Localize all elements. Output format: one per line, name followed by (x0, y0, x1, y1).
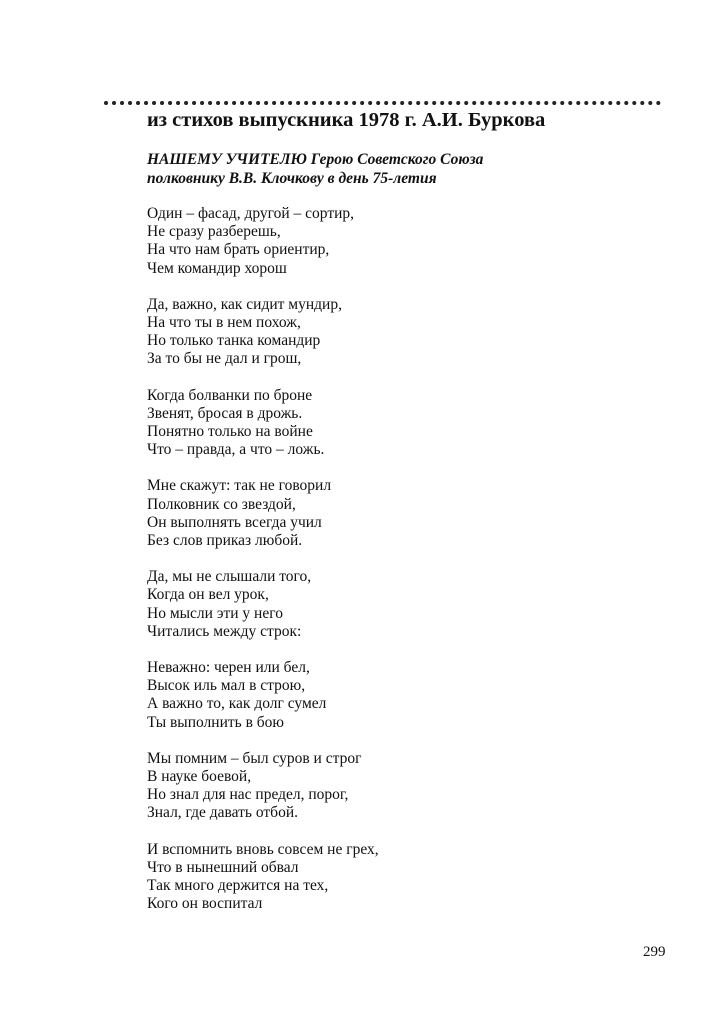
verse-line: Когда болванки по броне (147, 386, 313, 404)
verse-line: Он выполнять всегда учил (147, 513, 322, 531)
stanza (147, 205, 379, 278)
verse-line: На что ты в нем похож, (147, 314, 301, 332)
verse-line: За то бы не дал и грош, (147, 350, 302, 368)
section-heading: из стихов выпускника 1978 г. А.И. Буркова (147, 109, 546, 131)
verse-line: Знал, где давать отбой. (147, 804, 298, 822)
verse-line: Полковник со звездой, (147, 495, 296, 513)
verse-line: Кого он воспитал (147, 895, 263, 913)
verse-line: Когда он вел урок, (147, 586, 269, 604)
verse-line: Не сразу разберешь, (147, 223, 281, 241)
verse-line: Мы помним – был суров и строг (147, 749, 362, 767)
verse-line: Неважно: черен или бел, (147, 659, 310, 677)
stanza (147, 841, 379, 914)
verse-line: Что в нынешний обвал (147, 858, 299, 876)
verse-line: В науке боевой, (147, 768, 252, 786)
stanza (147, 568, 379, 641)
verse-line: Высок иль мал в строю, (147, 677, 306, 695)
verse-line: На что нам брать ориентир, (147, 241, 330, 259)
verse-line: А важно то, как долг сумел (147, 695, 327, 713)
verse-line: Один – фасад, другой – сортир, (147, 205, 355, 222)
stanza (147, 750, 379, 823)
verse-line: Чем командир хорош (147, 259, 287, 277)
verse-line: Но мысли эти у него (147, 604, 283, 622)
poem-body (147, 205, 379, 932)
dedication-line: полковнику В.В. Клочкову в день 75-летия (147, 170, 437, 187)
verse-line: Да, мы не слышали того, (147, 568, 312, 586)
stanza (147, 387, 379, 460)
stanza (147, 477, 379, 550)
dotted-separator (104, 101, 661, 105)
verse-line: Мне скажут: так не говорил (147, 477, 332, 495)
verse-line: Без слов приказ любой. (147, 532, 303, 550)
verse-line: Читались между строк: (147, 622, 302, 640)
dedication-line: НАШЕМУ УЧИТЕЛЮ Герою Советского Союза (147, 151, 484, 168)
verse-line: Что – правда, а что – ложь. (147, 441, 325, 459)
verse-line: И вспомнить вновь совсем не грех, (147, 840, 379, 858)
verse-line: Так много держится на тех, (147, 877, 329, 895)
verse-line: Ты выполнить в бою (147, 713, 285, 731)
verse-line: Но только танка командир (147, 332, 321, 350)
verse-line: Да, важно, как сидит мундир, (147, 295, 342, 313)
stanza (147, 296, 379, 369)
verse-line: Звенят, бросая в дрожь. (147, 404, 303, 422)
poem-dedication (147, 150, 483, 188)
stanza (147, 659, 379, 732)
verse-line: Но знал для нас предел, порог, (147, 786, 349, 804)
page-number: 299 (643, 944, 666, 960)
verse-line: Понятно только на войне (147, 423, 313, 441)
